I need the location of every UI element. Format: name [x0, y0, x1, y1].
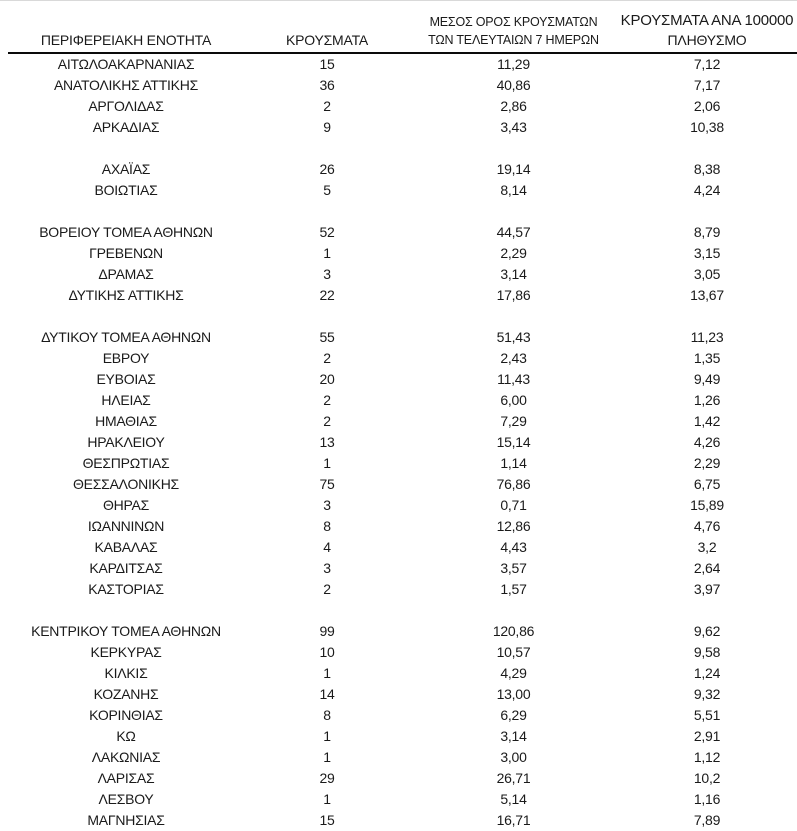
- column-header-per100k-line1: ΚΡΟΥΣΜΑΤΑ ΑΝΑ 100000: [620, 12, 794, 30]
- cell-per100k: 10,38: [690, 119, 724, 135]
- cell-per100k: 1,24: [693, 665, 721, 681]
- cell-avg7: 8,14: [500, 182, 527, 198]
- cell-region: ΛΑΚΩΝΙΑΣ: [91, 749, 161, 765]
- cell-avg7: 19,14: [496, 161, 531, 177]
- cell-per100k: 4,76: [693, 518, 721, 534]
- cell-avg7: 11,43: [497, 371, 530, 387]
- cell-per100k: 6,75: [693, 476, 721, 492]
- cell-per100k: 2,91: [693, 728, 721, 744]
- cell-region: ΘΕΣΠΡΩΤΙΑΣ: [82, 455, 170, 471]
- table-row: [8, 411, 797, 432]
- cell-avg7: 0,71: [500, 497, 527, 513]
- cell-per100k: 7,12: [693, 56, 721, 72]
- table-row: [8, 495, 797, 516]
- cell-cases: [244, 600, 410, 621]
- cell-avg7: [410, 201, 617, 222]
- cell-region: ΗΛΕΙΑΣ: [101, 392, 151, 408]
- cell-avg7: 44,57: [496, 224, 531, 240]
- cell-cases: 10: [319, 644, 335, 660]
- cell-avg7: 5,14: [500, 791, 527, 807]
- cell-avg7: 120,86: [492, 623, 535, 639]
- cell-region: ΒΟΙΩΤΙΑΣ: [94, 182, 158, 198]
- cell-region: ΓΡΕΒΕΝΩΝ: [89, 245, 163, 261]
- cell-per100k: 11,23: [690, 329, 724, 345]
- cell-avg7: 10,57: [496, 644, 531, 660]
- cell-per100k: 2,64: [693, 560, 721, 576]
- table-body: [8, 53, 797, 831]
- table-row: [8, 96, 797, 117]
- blank-separator-row: [8, 306, 797, 327]
- cell-per100k: 1,26: [693, 392, 721, 408]
- cell-cases: 99: [319, 623, 335, 639]
- column-header-region: [8, 1, 244, 53]
- cell-per100k: 9,58: [693, 644, 721, 660]
- table-row: [8, 621, 797, 642]
- cell-cases: [244, 201, 410, 222]
- cell-region: ΘΕΣΣΑΛΟΝΙΚΗΣ: [73, 476, 179, 492]
- cell-region: ΑΝΑΤΟΛΙΚΗΣ ΑΤΤΙΚΗΣ: [53, 77, 199, 93]
- cell-cases: 1: [323, 245, 331, 261]
- table-row: [8, 663, 797, 684]
- cell-avg7: 3,14: [500, 266, 527, 282]
- cell-region: ΛΑΡΙΣΑΣ: [97, 770, 155, 786]
- column-header-region-label: ΠΕΡΙΦΕΡΕΙΑΚΗ ΕΝΟΤΗΤΑ: [40, 32, 212, 49]
- cell-region: ΚΑΣΤΟΡΙΑΣ: [88, 581, 164, 597]
- cell-region: ΑΡΓΟΛΙΔΑΣ: [88, 98, 164, 114]
- cell-avg7: 26,71: [496, 770, 531, 786]
- cell-avg7: [410, 600, 617, 621]
- cell-region: ΔΥΤΙΚΗΣ ΑΤΤΙΚΗΣ: [68, 287, 184, 303]
- cell-per100k: 1,35: [693, 350, 721, 366]
- cell-region: ΚΕΝΤΡΙΚΟΥ ΤΟΜΕΑ ΑΘΗΝΩΝ: [31, 623, 221, 639]
- regional-cases-table: [8, 1, 797, 831]
- table-row: [8, 747, 797, 768]
- column-header-per100k: [617, 1, 797, 53]
- cell-cases: 22: [319, 287, 335, 303]
- cell-region: ΚΩ: [116, 728, 136, 744]
- cell-avg7: 11,29: [497, 56, 530, 72]
- cell-per100k: 2,29: [693, 455, 721, 471]
- cell-cases: 20: [319, 371, 335, 387]
- cell-region: [8, 600, 244, 621]
- cell-cases: 8: [323, 707, 331, 723]
- cell-cases: 5: [323, 182, 331, 198]
- cell-avg7: 51,43: [496, 329, 531, 345]
- cell-cases: 2: [323, 350, 331, 366]
- table-row: [8, 369, 797, 390]
- cell-per100k: 3,15: [693, 245, 721, 261]
- cell-per100k: [617, 201, 797, 222]
- cell-avg7: 1,57: [500, 581, 527, 597]
- cell-avg7: 4,29: [500, 665, 527, 681]
- column-header-cases-label: ΚΡΟΥΣΜΑΤΑ: [285, 32, 369, 49]
- cell-cases: 2: [323, 98, 331, 114]
- cell-avg7: 15,14: [496, 434, 531, 450]
- cell-per100k: 1,16: [693, 791, 721, 807]
- cell-cases: [244, 138, 410, 159]
- cell-per100k: 9,49: [693, 371, 721, 387]
- cell-region: [8, 201, 244, 222]
- cell-per100k: 9,32: [693, 686, 721, 702]
- cell-avg7: 3,57: [500, 560, 527, 576]
- cell-cases: 13: [319, 434, 335, 450]
- blank-separator-row: [8, 138, 797, 159]
- cell-per100k: 9,62: [693, 623, 721, 639]
- cell-avg7: 2,29: [500, 245, 527, 261]
- cell-cases: 2: [323, 581, 331, 597]
- cell-cases: 52: [319, 224, 335, 240]
- cell-per100k: 13,67: [690, 287, 724, 303]
- cell-avg7: 16,71: [496, 812, 531, 828]
- cell-per100k: 3,97: [693, 581, 721, 597]
- cell-per100k: 8,79: [693, 224, 721, 240]
- cell-cases: 3: [323, 497, 331, 513]
- cell-region: ΑΙΤΩΛΟΑΚΑΡΝΑΝΙΑΣ: [57, 56, 195, 72]
- table-row: [8, 327, 797, 348]
- cell-avg7: 17,86: [496, 287, 531, 303]
- cell-avg7: 7,29: [500, 413, 527, 429]
- cell-region: ΚΟΖΑΝΗΣ: [93, 686, 159, 702]
- cell-region: [8, 138, 244, 159]
- cell-region: ΗΡΑΚΛΕΙΟΥ: [87, 434, 165, 450]
- cell-avg7: 6,29: [500, 707, 527, 723]
- cell-cases: 26: [319, 161, 335, 177]
- table-row: [8, 537, 797, 558]
- cell-cases: 29: [319, 770, 335, 786]
- cell-region: ΑΧΑΪΑΣ: [101, 161, 151, 177]
- cell-avg7: 1,14: [500, 455, 527, 471]
- cell-per100k: 1,42: [693, 413, 721, 429]
- cell-per100k: [617, 600, 797, 621]
- cell-cases: 1: [323, 791, 331, 807]
- cell-region: ΚΙΛΚΙΣ: [104, 665, 148, 681]
- cell-avg7: 3,00: [500, 749, 527, 765]
- cell-per100k: 4,26: [693, 434, 721, 450]
- cell-region: ΕΥΒΟΙΑΣ: [96, 371, 156, 387]
- table-row: [8, 474, 797, 495]
- cell-region: ΚΟΡΙΝΘΙΑΣ: [89, 707, 163, 723]
- cell-per100k: 2,06: [693, 98, 721, 114]
- table-row: [8, 53, 797, 75]
- table-row: [8, 558, 797, 579]
- cell-cases: 3: [323, 266, 331, 282]
- column-header-cases: [244, 1, 410, 53]
- table-row: [8, 264, 797, 285]
- cell-per100k: 4,24: [693, 182, 721, 198]
- cell-region: ΒΟΡΕΙΟΥ ΤΟΜΕΑ ΑΘΗΝΩΝ: [39, 224, 213, 240]
- cell-cases: 8: [323, 518, 331, 534]
- table-row: [8, 159, 797, 180]
- cell-per100k: 8,38: [693, 161, 721, 177]
- cell-per100k: 3,05: [693, 266, 721, 282]
- cell-region: ΚΑΒΑΛΑΣ: [94, 539, 158, 555]
- cell-cases: 1: [323, 455, 331, 471]
- cell-avg7: [410, 138, 617, 159]
- cell-avg7: 40,86: [496, 77, 531, 93]
- cell-per100k: 15,89: [690, 497, 724, 513]
- cell-avg7: 76,86: [496, 476, 531, 492]
- column-header-avg7-line2: ΤΩΝ ΤΕΛΕΥΤΑΙΩΝ 7 ΗΜΕΡΩΝ: [428, 32, 599, 47]
- cell-cases: 75: [319, 476, 335, 492]
- cell-cases: 2: [323, 392, 331, 408]
- cell-region: ΚΕΡΚΥΡΑΣ: [90, 644, 162, 660]
- cell-region: ΗΜΑΘΙΑΣ: [95, 413, 157, 429]
- cell-per100k: [617, 306, 797, 327]
- table-row: [8, 642, 797, 663]
- cell-cases: 4: [323, 539, 331, 555]
- cell-region: ΔΡΑΜΑΣ: [98, 266, 154, 282]
- cell-per100k: 7,89: [693, 812, 721, 828]
- table-header: [8, 1, 797, 53]
- blank-separator-row: [8, 600, 797, 621]
- table-row: [8, 705, 797, 726]
- cell-region: ΔΥΤΙΚΟΥ ΤΟΜΕΑ ΑΘΗΝΩΝ: [41, 329, 211, 345]
- cell-region: ΑΡΚΑΔΙΑΣ: [92, 119, 160, 135]
- table-row: [8, 432, 797, 453]
- column-header-per100k-line2: ΠΛΗΘΥΣΜΟ: [667, 31, 747, 48]
- cell-cases: 15: [319, 56, 335, 72]
- cell-avg7: 2,86: [500, 98, 527, 114]
- cell-avg7: 3,43: [500, 119, 527, 135]
- cell-avg7: [410, 306, 617, 327]
- cell-per100k: 3,2: [697, 539, 717, 555]
- cell-avg7: 3,14: [500, 728, 527, 744]
- cell-cases: 55: [319, 329, 335, 345]
- cell-avg7: 12,86: [496, 518, 531, 534]
- table-row: [8, 243, 797, 264]
- cell-cases: 2: [323, 413, 331, 429]
- table-row: [8, 180, 797, 201]
- cell-cases: 1: [323, 728, 331, 744]
- cell-region: [8, 306, 244, 327]
- table-row: [8, 579, 797, 600]
- cell-per100k: 5,51: [693, 707, 721, 723]
- table-row: [8, 768, 797, 789]
- table-row: [8, 348, 797, 369]
- cell-avg7: 13,00: [496, 686, 531, 702]
- cell-per100k: [617, 138, 797, 159]
- table-header-row: [8, 1, 797, 53]
- table-row: [8, 75, 797, 96]
- table-row: [8, 453, 797, 474]
- cell-region: ΙΩΑΝΝΙΝΩΝ: [87, 518, 165, 534]
- cell-per100k: 7,17: [693, 77, 721, 93]
- cell-region: ΕΒΡΟΥ: [102, 350, 150, 366]
- column-header-avg7: [410, 1, 617, 53]
- table-row: [8, 222, 797, 243]
- cell-region: ΜΑΓΝΗΣΙΑΣ: [87, 812, 165, 828]
- blank-separator-row: [8, 201, 797, 222]
- table-row: [8, 684, 797, 705]
- table-row: [8, 726, 797, 747]
- cell-cases: [244, 306, 410, 327]
- cell-cases: 1: [323, 749, 331, 765]
- cell-cases: 3: [323, 560, 331, 576]
- cell-region: ΘΗΡΑΣ: [102, 497, 150, 513]
- cell-cases: 14: [319, 686, 335, 702]
- cell-region: ΚΑΡΔΙΤΣΑΣ: [89, 560, 163, 576]
- cell-avg7: 2,43: [500, 350, 527, 366]
- table-row: [8, 117, 797, 138]
- table-row: [8, 390, 797, 411]
- cell-per100k: 1,12: [693, 749, 721, 765]
- table-row: [8, 810, 797, 831]
- cell-cases: 9: [323, 119, 331, 135]
- cell-cases: 1: [323, 665, 331, 681]
- table-row: [8, 285, 797, 306]
- table-row: [8, 789, 797, 810]
- column-header-avg7-line1: ΜΕΣΟΣ ΟΡΟΣ ΚΡΟΥΣΜΑΤΩΝ: [429, 14, 598, 29]
- table-row: [8, 516, 797, 537]
- cell-avg7: 6,00: [500, 392, 527, 408]
- cell-cases: 36: [319, 77, 335, 93]
- cell-per100k: 10,2: [693, 770, 721, 786]
- cell-region: ΛΕΣΒΟΥ: [98, 791, 154, 807]
- cell-avg7: 4,43: [500, 539, 527, 555]
- cell-cases: 15: [319, 812, 335, 828]
